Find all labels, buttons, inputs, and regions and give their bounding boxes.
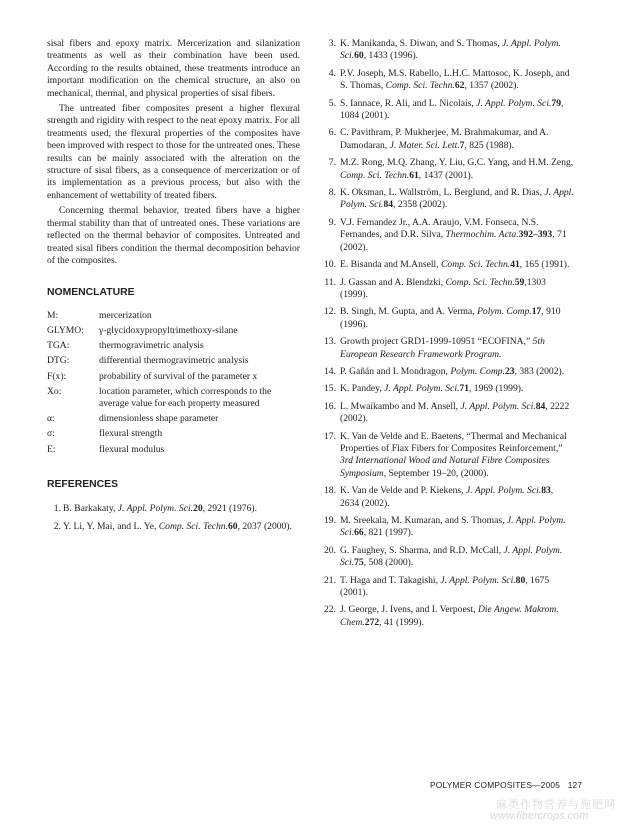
reference-item <box>322 515 574 540</box>
reference-volume: 80 <box>515 574 526 586</box>
reference-number: 21. <box>324 574 336 586</box>
reference-details: ,1303 (1999). <box>340 276 546 300</box>
reference-authors: B. Singh, M. Gupta, and A. Verma, <box>340 306 478 318</box>
reference-volume: 61 <box>409 169 419 181</box>
reference-authors: T. Haga and T. Takagishi, <box>340 574 441 586</box>
page-number: 127 <box>567 780 583 790</box>
reference-authors: L. Mwaikambo and M. Ansell, <box>340 400 461 412</box>
reference-authors: M.Z. Rong, M.Q. Zhang, Y. Liu, G.C. Yang, and H.M. Zeng, <box>340 157 574 169</box>
body-paragraph: The untreated fiber composites present a higher flexural strength and rigidity with respect to the neat epoxy matrix. For all treatments used, the flexural properties of the composites have been improved with respect to those for the untreated ones. These results can be mainly associated with the alteration on the structure of sisal fibers, as a consequence of mercerization or of its implementation as a previous process, but also with the enhancement of wettability of treated fibers. <box>47 103 300 201</box>
reference-number: 18. <box>324 485 336 497</box>
nomenclature-symbol: F(x): <box>47 370 67 382</box>
reference-volume: 41 <box>510 259 520 271</box>
reference-item <box>322 575 574 600</box>
reference-authors: B. Barkakaty, <box>63 503 118 515</box>
nomenclature-definition: thermogravimetric analysis <box>99 340 204 352</box>
nomenclature-symbol: GLYMO: <box>47 324 84 336</box>
nomenclature-definition: location parameter, which corresponds to the average value for each property measured <box>99 385 272 409</box>
reference-details: , 2921 (1976). <box>202 503 257 515</box>
nomenclature-definition: dimensionless shape parameter <box>99 413 219 425</box>
reference-details: , 1084 (2001). <box>340 97 564 122</box>
reference-journal: J. Appl. Polym. Sci. <box>476 97 552 109</box>
nomenclature-definition: mercerization <box>99 309 152 321</box>
reference-volume: 83 <box>541 485 551 497</box>
reference-item <box>322 401 574 426</box>
nomenclature-row <box>47 386 300 413</box>
reference-number: 11. <box>324 276 336 288</box>
reference-journal: 3rd International Wood and Natural Fibre Composites Symposium <box>340 455 550 479</box>
reference-number: 13. <box>324 336 336 348</box>
reference-number: 16. <box>324 400 336 412</box>
reference-journal: J. Appl. Polym. Sci. <box>384 383 460 395</box>
reference-number: 4. <box>328 67 336 79</box>
nomenclature-row <box>47 355 300 370</box>
reference-item <box>322 217 574 254</box>
nomenclature-row <box>47 428 300 443</box>
reference-details: , 71 (2002). <box>340 229 567 253</box>
nomenclature-row <box>47 340 300 355</box>
reference-details: , 2222 (2002). <box>340 400 570 425</box>
reference-details: , 2037 (2000). <box>237 520 292 532</box>
reference-item <box>322 98 574 123</box>
nomenclature-table <box>47 310 300 459</box>
reference-authors: J. George, J. Ivens, and I. Verpoest, <box>340 604 478 616</box>
reference-volume: 20 <box>193 503 203 515</box>
page-footer <box>430 780 582 790</box>
reference-details: , 383 (2002). <box>514 365 565 377</box>
reference-volume: 62 <box>454 80 465 92</box>
reference-authors: K. Manikanda, S. Diwan, and S. Thomas, <box>340 38 503 49</box>
nomenclature-row <box>47 413 300 428</box>
reference-details: , 1357 (2002). <box>464 80 519 92</box>
nomenclature-symbol: σ: <box>47 428 55 440</box>
reference-volume: 71 <box>459 383 469 395</box>
nomenclature-definition: γ-glycidoxypropyltrimethoxy-silane <box>99 324 238 336</box>
body-paragraph: Concerning thermal behavior, treated fibers have a higher thermal stability than that of untreated ones. These variations are reflected on the thermal behavior of composites. Untreated and treated sisal fibers condition the thermal decomposition behavior of the composites. <box>47 205 300 266</box>
reference-details: , 821 (1997). <box>363 527 414 539</box>
reference-journal: J. Appl. Polym. Sci. <box>340 187 574 211</box>
reference-number: 6. <box>328 127 336 139</box>
reference-details: , 1675 (2001). <box>340 574 550 599</box>
reference-details: , 825 (1988). <box>464 139 514 151</box>
reference-item <box>322 306 574 331</box>
reference-list <box>47 503 300 533</box>
nomenclature-symbol: E: <box>47 443 56 455</box>
reference-item <box>322 431 574 481</box>
reference-volume: 60 <box>227 520 238 532</box>
reference-details: , 1969 (1999). <box>468 383 524 395</box>
left-column <box>47 38 300 538</box>
nomenclature-symbol: DTG: <box>47 355 70 367</box>
reference-authors: Y. Li, Y. Mai, and L. Ye, <box>63 520 159 532</box>
reference-volume: 272 <box>364 616 380 628</box>
reference-item <box>322 545 574 570</box>
reference-authors: E. Bisanda and M.Ansell, <box>340 259 441 271</box>
reference-volume: 7 <box>459 139 465 151</box>
reference-list <box>322 38 574 629</box>
footer-journal: POLYMER COMPOSITES—2005 <box>430 780 561 790</box>
reference-journal: J. Appl. Polym. Sci. <box>340 38 561 62</box>
reference-item <box>322 259 574 271</box>
reference-volume: 66 <box>354 527 364 539</box>
nomenclature-symbol: TGA: <box>47 340 70 352</box>
reference-number: 10. <box>324 259 336 271</box>
reference-number: 1. <box>53 503 61 515</box>
reference-authors: G. Faughey, S. Sharma, and R.D. McCall, <box>340 544 504 556</box>
reference-number: 19. <box>324 515 336 526</box>
reference-number: 17. <box>324 430 336 442</box>
reference-number: 20. <box>324 544 336 556</box>
reference-details: , September 19–20, (2000). <box>383 467 489 479</box>
reference-item <box>322 187 574 212</box>
reference-details: , 41 (1999). <box>379 616 424 628</box>
reference-volume: 84 <box>535 400 546 412</box>
reference-journal: J. Appl. Polym. Sci. <box>117 503 194 515</box>
reference-volume: 79 <box>551 97 561 109</box>
reference-journal: J. Appl. Polym. Sci. <box>440 574 516 586</box>
reference-number: 2. <box>53 520 61 532</box>
reference-details: , 910 (1996). <box>340 306 561 330</box>
watermark-url: www.fibercrops.com <box>490 810 589 822</box>
reference-volume: 75 <box>354 557 364 569</box>
reference-journal: Polym. Comp. <box>477 306 532 318</box>
reference-journal: J. Appl. Polym. Sci. <box>465 485 542 497</box>
reference-volume: 84 <box>383 199 394 211</box>
right-column <box>322 38 574 634</box>
reference-authors: C. Pavithram, P. Mukherjee, M. Brahmakumar, and A. Damodaran, <box>340 127 549 151</box>
reference-journal: J. Appl. Polym. Sci. <box>340 515 566 539</box>
reference-journal: Comp. Sci. Techn. <box>445 276 515 288</box>
reference-number: 9. <box>328 216 336 228</box>
reference-number: 22. <box>324 604 336 616</box>
reference-journal: Thermochim. Acta. <box>445 229 519 241</box>
reference-journal: Polym. Comp. <box>450 365 505 377</box>
reference-number: 5. <box>328 97 336 109</box>
reference-volume: 392–393 <box>518 229 553 241</box>
reference-journal: J. Mater. Sci. Lett. <box>389 139 460 151</box>
reference-item <box>322 383 574 395</box>
reference-authors: V.J. Fernandez Jr., A.A. Araujo, V.M. Fonseca, N.S. Fernandes, and D.R. Silva, <box>340 216 539 241</box>
reference-item <box>322 157 574 182</box>
reference-item <box>47 503 300 515</box>
reference-details: , 2358 (2002). <box>393 199 448 211</box>
reference-item <box>322 277 574 302</box>
nomenclature-row <box>47 325 300 340</box>
reference-item <box>322 38 574 63</box>
reference-journal: Comp. Sci. Techn. <box>441 259 511 271</box>
reference-details: , 508 (2000). <box>363 557 414 569</box>
reference-authors: K. Van de Velde and E. Baetens, “Thermal and Mechanical Properties of Flax Fibers for Composites Reinforcement,” <box>340 430 567 454</box>
nomenclature-definition: flexural strength <box>99 428 163 440</box>
reference-authors: K. Van de Velde and P. Kiekens, <box>340 485 466 497</box>
watermark-text: 麻类作物营养与施肥网 <box>496 798 616 811</box>
reference-item <box>322 485 574 510</box>
reference-volume: 23 <box>504 365 515 377</box>
reference-number: 7. <box>328 157 336 169</box>
nomenclature-row <box>47 444 300 459</box>
reference-item <box>47 521 300 533</box>
reference-details: , 1433 (1996). <box>363 50 419 62</box>
reference-journal: Comp. Sci. Techn. <box>385 80 455 92</box>
reference-item <box>322 336 574 361</box>
nomenclature-symbol: α: <box>47 413 55 425</box>
reference-details: , 1437 (2001). <box>418 169 474 181</box>
reference-journal: Comp. Sci. Techn. <box>340 169 410 181</box>
reference-authors: S. Iannace, R. Ali, and L. Nicolais, <box>340 97 477 109</box>
reference-number: 12. <box>324 306 336 318</box>
reference-authors: Growth project GRD1-1999-10951 “ECOFINA,” <box>340 336 533 348</box>
nomenclature-symbol: M: <box>47 309 59 321</box>
reference-item <box>322 68 574 93</box>
nomenclature-heading: NOMENCLATURE <box>47 287 135 299</box>
reference-authors: P.V. Joseph, M.S. Rabello, L.H.C. Mattosoc, K. Joseph, and S. Thomas, <box>340 67 570 92</box>
reference-number: 15. <box>324 383 336 395</box>
reference-authors: P. Gañán and I. Mondragon, <box>340 365 451 377</box>
reference-item <box>322 604 574 629</box>
nomenclature-definition: differential thermogravimetric analysis <box>99 355 249 367</box>
reference-item <box>322 366 574 378</box>
nomenclature-symbol: Xo: <box>47 385 62 397</box>
reference-authors: M. Sreekala, M. Kumaran, and S. Thomas, <box>340 515 507 526</box>
references-heading: REFERENCES <box>47 478 119 490</box>
reference-journal: 5th European Research Framework Program. <box>340 336 545 360</box>
reference-authors: K. Pandey, <box>340 383 385 395</box>
reference-authors: J. Gassan and A. Blendzki, <box>340 276 446 288</box>
reference-details: , 2634 (2002). <box>340 485 554 509</box>
nomenclature-definition: probability of survival of the parameter x <box>99 370 258 382</box>
body-paragraph: sisal fibers and epoxy matrix. Mercerization and silanization treatments as well as their combination have been used. According to the results obtained, these treatments introduce an important modification on the chemical structure, an also on mechanical, thermal, and physical properties of sisal fibers. <box>47 38 300 99</box>
reference-authors: K. Oksman, L. Wallström, L. Berglund, and R. Dias, <box>340 187 545 199</box>
reference-journal: Die Angew. Makrom. Chem. <box>340 604 559 628</box>
nomenclature-definition: flexural modulus <box>99 443 165 455</box>
reference-number: 3. <box>328 38 336 49</box>
reference-journal: J. Appl. Polym. Sci. <box>340 544 563 569</box>
reference-journal: J. Appl. Polym. Sci. <box>460 400 536 412</box>
reference-number: 8. <box>328 187 336 199</box>
reference-number: 14. <box>324 365 336 377</box>
nomenclature-row <box>47 310 300 325</box>
reference-details: , 165 (1991). <box>519 259 570 271</box>
reference-volume: 59 <box>514 276 525 288</box>
reference-journal: Comp. Sci. Techn. <box>158 520 228 532</box>
nomenclature-row <box>47 371 300 386</box>
reference-volume: 60 <box>354 50 364 62</box>
reference-item <box>322 127 574 152</box>
reference-volume: 17 <box>531 306 542 318</box>
